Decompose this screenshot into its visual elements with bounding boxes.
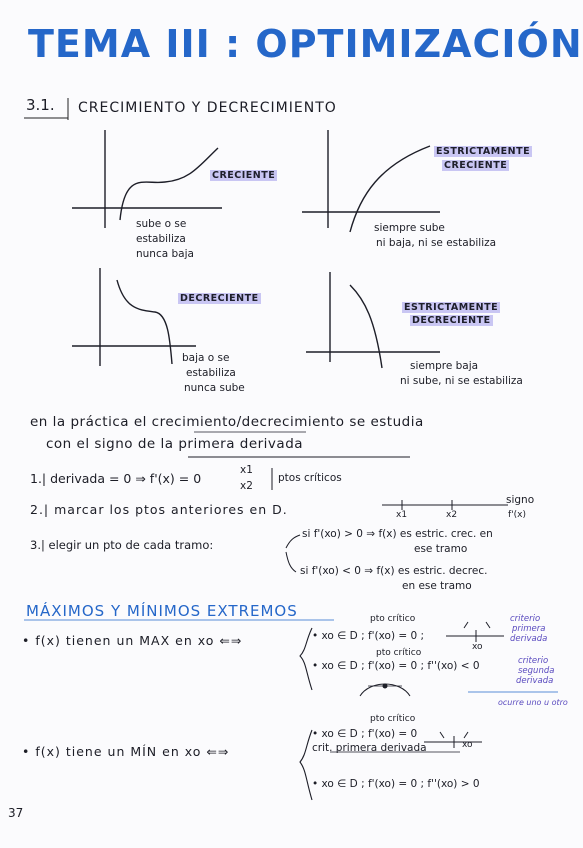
step3: 3.| elegir un pto de cada tramo: xyxy=(30,538,214,552)
label-estric-creciente-1: ESTRICTAMENTE xyxy=(436,146,531,157)
step1-x1: x1 xyxy=(240,464,253,476)
max-crit2c: derivada xyxy=(516,676,554,686)
either-note: ocurre uno u otro xyxy=(498,698,568,707)
g2-note1: siempre sube xyxy=(374,222,445,234)
g4-note2: ni sube, ni se estabiliza xyxy=(400,375,523,387)
min-pto: pto crítico xyxy=(370,714,416,724)
step3-b2: en ese tramo xyxy=(402,580,472,592)
max-crit2a: criterio xyxy=(518,656,549,666)
max-pto2: pto crítico xyxy=(376,648,422,658)
g3-note1: baja o se xyxy=(182,352,230,364)
min-cond1: • xo ∈ D ; f'(xo) = 0 xyxy=(312,728,418,740)
section-number: 3.1. xyxy=(26,96,55,114)
section2-heading: MÁXIMOS Y MÍNIMOS EXTREMOS xyxy=(26,602,298,620)
section-heading: CRECIMIENTO Y DECRECIMIENTO xyxy=(78,100,337,116)
min-xo: xo xyxy=(462,740,473,750)
max-cond1: • xo ∈ D ; f'(xo) = 0 ; xyxy=(312,630,425,642)
graph-estric-creciente xyxy=(302,130,440,232)
step1-x2: x2 xyxy=(240,480,253,492)
g3-note3: nunca sube xyxy=(184,382,245,394)
label-estric-creciente-2: CRECIENTE xyxy=(444,160,508,171)
max-crit1b: primera xyxy=(512,624,546,634)
g4-note1: siempre baja xyxy=(410,360,479,372)
label-estric-decreciente-2: DECRECIENTE xyxy=(412,315,491,326)
graph-decreciente xyxy=(72,268,196,366)
step3-a2: ese tramo xyxy=(414,543,468,555)
max-crit1c: derivada xyxy=(510,634,548,644)
graph-creciente xyxy=(72,130,222,228)
sign-x2: x2 xyxy=(446,510,458,520)
max-crit1a: criterio xyxy=(510,614,541,624)
g2-note2: ni baja, ni se estabiliza xyxy=(376,237,497,249)
min-cond1b: crit. primera derivada xyxy=(312,742,427,754)
page-title: TEMA III : OPTIMIZACIÓN xyxy=(28,22,583,66)
sign-label: signo xyxy=(506,494,535,506)
max-lead: • f(x) tienen un MAX en xo ⇐⇒ xyxy=(22,633,243,648)
g3-note2: estabiliza xyxy=(186,367,236,379)
step3-b1: si f'(xo) < 0 ⇒ f(x) es estric. decrec. xyxy=(300,565,488,577)
label-estric-decreciente-1: ESTRICTAMENTE xyxy=(404,302,499,313)
step2: 2.| marcar los ptos anteriores en D. xyxy=(30,502,288,517)
min-cond2: • xo ∈ D ; f'(xo) = 0 ; f''(xo) > 0 xyxy=(312,778,480,790)
fprime-label: f'(x) xyxy=(508,510,526,520)
sign-x1: x1 xyxy=(396,510,408,520)
max-pto1: pto crítico xyxy=(370,614,416,624)
max-xo: xo xyxy=(472,642,483,652)
min-lead: • f(x) tiene un MÍN en xo ⇐⇒ xyxy=(22,744,230,759)
max-crit2b: segunda xyxy=(518,666,555,676)
page-number: 37 xyxy=(8,806,24,820)
step1: 1.| derivada = 0 ⇒ f'(x) = 0 xyxy=(30,471,202,486)
step3-a1: si f'(xo) > 0 ⇒ f(x) es estric. crec. en xyxy=(302,528,493,540)
practice-line2: con el signo de la primera derivada xyxy=(46,436,304,452)
label-creciente: CRECIENTE xyxy=(212,170,276,181)
g1-note1: sube o se xyxy=(136,218,187,230)
g1-note3: nunca baja xyxy=(136,248,194,260)
step1-crit: ptos críticos xyxy=(278,472,342,484)
max-cond2: • xo ∈ D ; f'(xo) = 0 ; f''(xo) < 0 xyxy=(312,660,480,672)
label-decreciente: DECRECIENTE xyxy=(180,293,259,304)
practice-line1: en la práctica el crecimiento/decrecimiento se estudia xyxy=(30,414,424,430)
g1-note2: estabiliza xyxy=(136,233,186,245)
